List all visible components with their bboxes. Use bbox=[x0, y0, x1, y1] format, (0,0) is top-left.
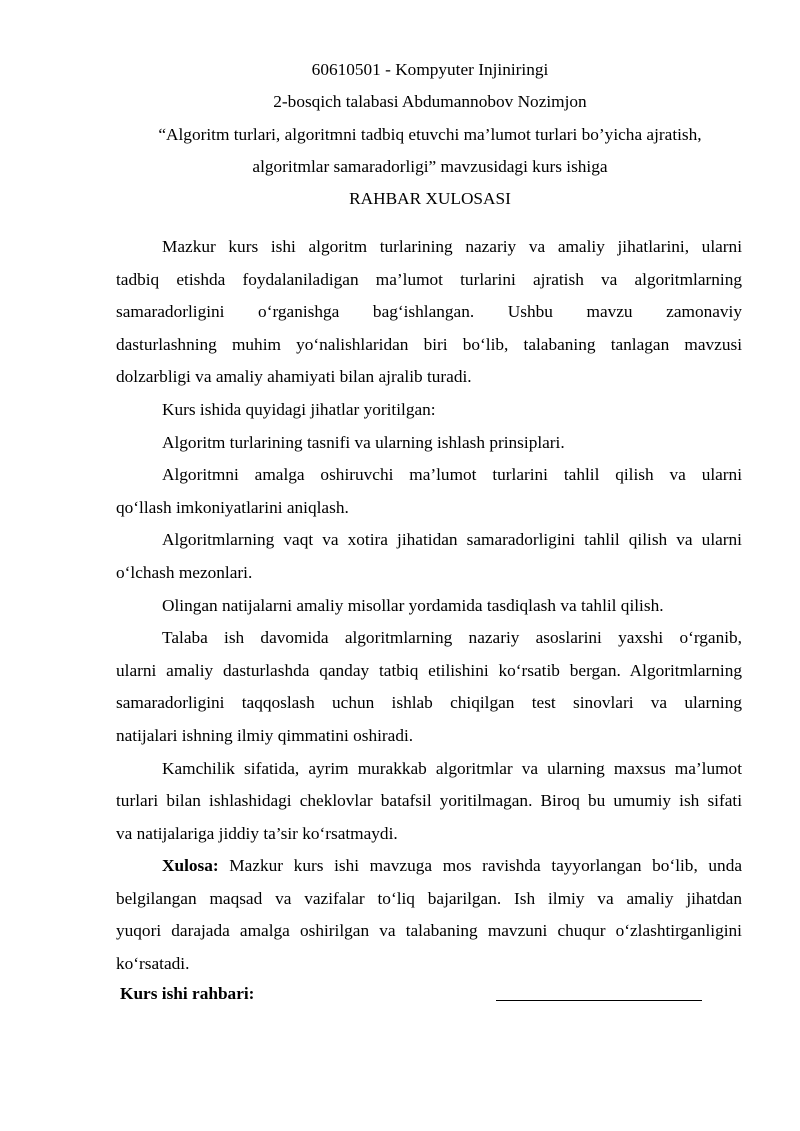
conclusion-text-start: Mazkur kurs ishi mavzuga mos ravishda tayyorlangan bo‘lib, unda bbox=[218, 856, 742, 876]
paragraph-intro-line-1: Mazkur kurs ishi algoritm turlarining nazariy va amaliy jihatlarini, ularni bbox=[162, 237, 742, 256]
aspect-item-4: Olingan natijalarni amaliy misollar yordamida tasdiqlash va tahlil qilish. bbox=[162, 595, 664, 615]
paragraph-evaluation-line-3: samaradorligini taqqoslash uchun ishlab chiqilgan test sinovlari va ularning bbox=[116, 693, 742, 713]
paragraph-conclusion-line-4: ko‘rsatadi. bbox=[116, 954, 190, 974]
paragraph-conclusion-line-2: belgilangan maqsad va vazifalar to‘liq bajarilgan. Ish ilmiy va amaliy jihatdan bbox=[116, 888, 742, 908]
conclusion-label: Xulosa: bbox=[162, 856, 219, 876]
aspect-item-2-line-1: Algoritmni amalga oshiruvchi ma’lumot turlarini tahlil qilish va ularni bbox=[162, 465, 742, 485]
document-title: RAHBAR XULOSASI bbox=[349, 189, 511, 208]
aspect-item-3-line-1: Algoritmlarning vaqt va xotira jihatidan samaradorligini tahlil qilish va ularni bbox=[162, 530, 742, 550]
specialty-code-line: 60610501 - Kompyuter Injiniringi bbox=[311, 60, 549, 79]
paragraph-evaluation-line-4: natijalari ishning ilmiy qimmatini oshiradi. bbox=[116, 725, 414, 745]
topic-line-1: “Algoritm turlari, algoritmni tadbiq etuvchi ma’lumot turlari bo’yicha ajratish, bbox=[158, 125, 702, 144]
paragraph-intro-line-4: dasturlashning muhim yo‘nalishlaridan biri bo‘lib, talabaning tanlagan mavzusi bbox=[116, 334, 742, 354]
paragraph-intro-line-5: dolzarbligi va amaliy ahamiyati bilan ajralib turadi. bbox=[116, 367, 472, 387]
aspect-item-2-line-2: qo‘llash imkoniyatlarini aniqlash. bbox=[116, 497, 349, 517]
paragraph-intro-line-3: samaradorligini o‘rganishga bag‘ishlangan. Ushbu mavzu zamonaviy bbox=[116, 302, 742, 322]
paragraph-shortcomings-line-3: va natijalariga jiddiy ta’sir ko‘rsatmaydi. bbox=[116, 823, 398, 843]
paragraph-intro-line-2: tadbiq etishda foydalaniladigan ma’lumot turlarini ajratish va algoritmlarning bbox=[116, 269, 742, 289]
conclusion-body bbox=[116, 231, 742, 981]
student-line: 2-bosqich talabasi Abdumannobov Nozimjon bbox=[273, 92, 587, 111]
paragraph-shortcomings-line-2: turlari bilan ishlashidagi cheklovlar batafsil yoritilmagan. Biroq bu umumiy ish sifati bbox=[116, 791, 742, 811]
paragraph-evaluation-line-2: ularni amaliy dasturlashda qanday tatbiq etilishini ko‘rsatib bergan. Algoritmlarning bbox=[116, 660, 742, 680]
paragraph-evaluation-line-1: Talaba ish davomida algoritmlarning nazariy asoslarini yaxshi o‘rganib, bbox=[162, 628, 742, 648]
paragraph-shortcomings-line-1: Kamchilik sifatida, ayrim murakkab algoritmlar va ularning maxsus ma’lumot bbox=[162, 758, 742, 778]
topic-line-2: algoritmlar samaradorligi” mavzusidagi kurs ishiga bbox=[252, 157, 608, 176]
aspect-item-1: Algoritm turlarining tasnifi va ularning ishlash prinsiplari. bbox=[162, 432, 565, 452]
signature-line bbox=[496, 1000, 702, 1001]
paragraph-conclusion-line-1 bbox=[116, 850, 742, 883]
aspect-item-3-line-2: o‘lchash mezonlari. bbox=[116, 562, 253, 582]
supervisor-signature-label: Kurs ishi rahbari: bbox=[120, 984, 255, 1003]
paragraph-conclusion-line-3: yuqori darajada amalga oshirilgan va talabaning mavzuni chuqur o‘zlashtirganligini bbox=[116, 921, 742, 941]
paragraph-aspects-heading: Kurs ishida quyidagi jihatlar yoritilgan: bbox=[162, 399, 436, 419]
